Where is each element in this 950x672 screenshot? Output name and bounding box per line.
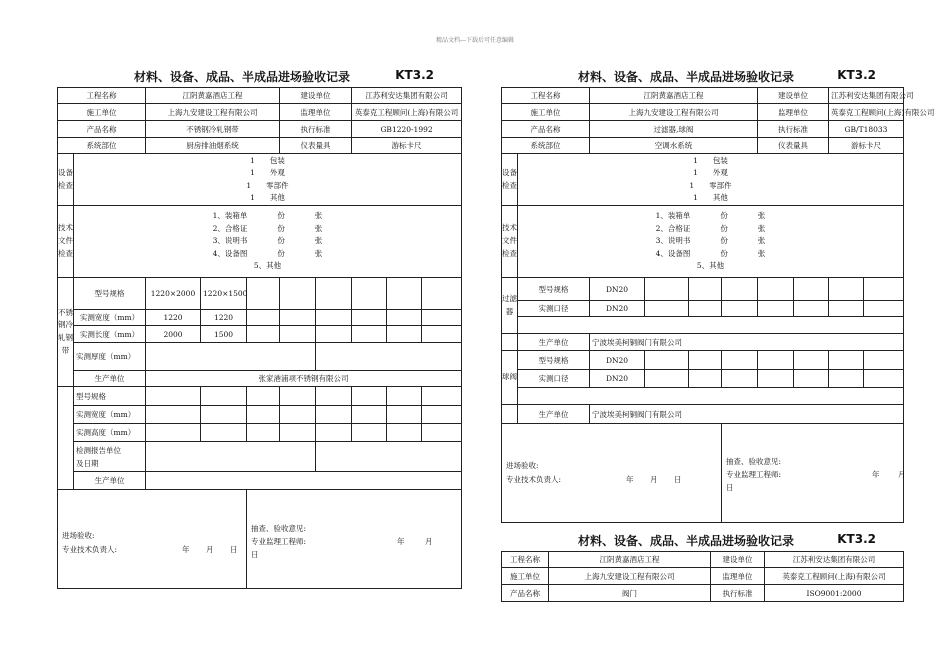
form2-title-bar [578, 68, 876, 86]
label-model-spec: 型号规格 [518, 278, 590, 301]
value-spec-1: 1220×2000 [146, 278, 201, 310]
empty-cell [645, 351, 689, 370]
equip-item: 1 零部件 [246, 180, 289, 190]
empty-cell [316, 406, 352, 424]
doc-item: 1、装箱单 份 张 [212, 211, 323, 221]
date-month: 月 [425, 537, 433, 546]
doc-item: 3、说明书 份 张 [655, 236, 766, 246]
spot-check-label: 抽查、验收意见: [251, 524, 307, 533]
value-valve-manufacturer: 宁波埃美柯铜阀门有限公司 [590, 405, 904, 424]
label-equip-check: 设备检查 [58, 154, 74, 206]
value-contractor: 上海九安建设工程有限公司 [146, 104, 280, 121]
empty-cell [722, 370, 758, 388]
tech-lead-label: 专业技术负责人: [506, 475, 562, 484]
empty-cell [58, 387, 74, 490]
empty-cell [146, 472, 462, 490]
label-project-name: 工程名称 [502, 88, 590, 104]
date-month: 月 [650, 475, 658, 484]
spot-check-label: 抽查、验收意见: [726, 457, 782, 466]
empty-cell [280, 406, 316, 424]
value-spec-2: 1220×1500 [201, 278, 247, 310]
date-year: 年 [397, 537, 405, 546]
label-instrument: 仪表量具 [280, 138, 352, 154]
value-standard: GB/T18033 [829, 121, 904, 138]
empty-cell [247, 387, 280, 406]
empty-cell [280, 424, 316, 442]
empty-cell [316, 343, 462, 371]
empty-cell [316, 424, 352, 442]
label-standard: 执行标准 [280, 121, 352, 138]
value-manufacturer: 张家港浦项不锈钢有限公司 [146, 371, 462, 387]
value-filter-spec: DN20 [590, 278, 645, 301]
empty-cell [422, 278, 462, 310]
value-standard: ISO9001:2000 [765, 585, 904, 602]
value-builder: 江苏利安达集团有限公司 [352, 88, 462, 104]
date-day: 日 [674, 475, 682, 484]
empty-cell [280, 387, 316, 406]
date-day: 日 [230, 545, 238, 554]
empty-cell [864, 278, 904, 301]
value-valve-caliber: DN20 [590, 370, 645, 388]
date-year: 年 [182, 545, 190, 554]
form3-title-bar [578, 532, 876, 550]
empty-cell [146, 343, 316, 371]
empty-cell [247, 326, 280, 343]
label-builder: 建设单位 [280, 88, 352, 104]
equip-item: 1 外观 [693, 168, 728, 177]
label-width: 实测宽度（mm） [74, 310, 146, 326]
empty-cell [247, 406, 280, 424]
empty-cell [387, 278, 422, 310]
label-system-part: 系统部位 [58, 138, 146, 154]
empty-cell [864, 351, 904, 370]
empty-cell [829, 278, 864, 301]
empty-cell [864, 301, 904, 317]
equip-item: 1 其他 [250, 193, 285, 202]
empty-cell [722, 301, 758, 317]
label-supervisor: 监理单位 [758, 104, 829, 121]
empty-cell [422, 326, 462, 343]
doc-item: 3、说明书 份 张 [212, 236, 323, 246]
label-group-filter: 过滤器 [502, 278, 518, 334]
date-day: 日 [726, 483, 734, 492]
value-supervisor: 英泰克工程顾问(上海)有限公司 [829, 104, 904, 121]
label-model-spec: 型号规格 [74, 278, 146, 310]
empty-cell [201, 406, 247, 424]
doc-item: 2、合格证 份 张 [212, 223, 323, 233]
date-day: 日 [251, 550, 259, 559]
tech-doc-list [74, 206, 462, 278]
value-supervisor: 英泰克工程顾问(上海)有限公司 [352, 104, 462, 121]
label-model-spec: 型号规格 [518, 351, 590, 370]
value-product-name: 阀门 [549, 585, 711, 602]
empty-cell [794, 351, 829, 370]
label-contractor: 施工单位 [502, 104, 590, 121]
label-caliber: 实测口径 [518, 301, 590, 317]
empty-cell [829, 301, 864, 317]
empty-cell [422, 310, 462, 326]
value-length-2: 1500 [201, 326, 247, 343]
label-contractor: 施工单位 [502, 568, 549, 585]
value-length-1: 2000 [146, 326, 201, 343]
date-year: 年 [872, 470, 880, 479]
empty-cell [201, 424, 247, 442]
equip-item: 1 包装 [693, 155, 728, 165]
report-line-2: 及日期 [76, 458, 99, 468]
empty-cell [280, 310, 316, 326]
label-tech-doc-check: 技术文件检查 [58, 206, 74, 278]
empty-cell [689, 301, 722, 317]
form2-table [501, 87, 935, 523]
empty-cell [352, 424, 387, 442]
empty-cell [280, 326, 316, 343]
empty-cell [502, 405, 518, 424]
empty-cell [502, 334, 518, 351]
watermark-text: 精品文档---下载后可任意编辑 [435, 37, 515, 44]
empty-cell [722, 278, 758, 301]
value-builder: 江苏利安达集团有限公司 [829, 88, 904, 104]
empty-cell [316, 278, 352, 310]
empty-cell [722, 351, 758, 370]
form1-code: KT3.2 [395, 68, 434, 82]
value-valve-spec: DN20 [590, 351, 645, 370]
empty-cell [387, 310, 422, 326]
value-product-name: 过滤器,球阀 [590, 121, 758, 138]
empty-cell [758, 301, 794, 317]
value-contractor: 上海九安建设工程有限公司 [590, 104, 758, 121]
empty-cell [422, 406, 462, 424]
label-supervisor: 监理单位 [280, 104, 352, 121]
empty-cell [316, 442, 462, 472]
value-instrument: 游标卡尺 [352, 138, 462, 154]
empty-cell [689, 351, 722, 370]
doc-item: 4、设备图 份 张 [655, 248, 766, 258]
label-equip-check: 设备检查 [502, 154, 518, 206]
equip-item: 1 外观 [250, 168, 285, 177]
label-project-name: 工程名称 [58, 88, 146, 104]
label-contractor: 施工单位 [58, 104, 146, 121]
label-model-spec: 型号规格 [74, 387, 146, 406]
label-group-valve: 球阀 [502, 351, 518, 405]
supervising-engineer-label: 专业监理工程师: [251, 537, 307, 546]
form1-table [57, 87, 462, 589]
empty-cell [794, 301, 829, 317]
empty-cell [758, 278, 794, 301]
empty-cell [829, 351, 864, 370]
label-manufacturer: 生产单位 [74, 472, 146, 490]
empty-cell [689, 278, 722, 301]
entry-acceptance-label: 进场验收: [62, 531, 95, 540]
doc-item: 5、其他 [253, 261, 282, 271]
doc-item: 2、合格证 份 张 [655, 223, 766, 233]
label-width: 实测宽度（mm） [74, 406, 146, 424]
empty-cell [201, 387, 247, 406]
date-month: 月 [206, 545, 214, 554]
value-instrument: 游标卡尺 [829, 138, 904, 154]
empty-cell [146, 406, 201, 424]
empty-cell [316, 387, 352, 406]
tech-doc-list [518, 206, 904, 278]
empty-cell [387, 424, 422, 442]
empty-cell [645, 278, 689, 301]
empty-cell [247, 310, 280, 326]
empty-cell [146, 387, 201, 406]
empty-cell [316, 326, 352, 343]
tech-lead-label: 专业技术负责人: [62, 545, 118, 554]
empty-cell [280, 278, 316, 310]
empty-cell [645, 301, 689, 317]
empty-cell [518, 317, 904, 334]
value-project-name: 江阴黄嘉酒店工程 [146, 88, 280, 104]
form1-title-bar [134, 68, 434, 86]
label-length: 实测长度（mm） [74, 326, 146, 343]
value-width-1: 1220 [146, 310, 201, 326]
empty-cell [387, 326, 422, 343]
label-product-name: 产品名称 [502, 585, 549, 602]
label-supervisor: 监理单位 [711, 568, 765, 585]
value-project-name: 江阴黄嘉酒店工程 [549, 552, 711, 568]
empty-cell [758, 370, 794, 388]
equip-check-list [74, 154, 462, 206]
date-year: 年 [626, 475, 634, 484]
empty-cell [794, 370, 829, 388]
value-product-name: 不锈钢冷轧钢带 [146, 121, 280, 138]
empty-cell [387, 387, 422, 406]
label-height: 实测高度（mm） [74, 424, 146, 442]
empty-cell [352, 310, 387, 326]
label-standard: 执行标准 [711, 585, 765, 602]
empty-cell [247, 278, 280, 310]
value-project-name: 江阴黄嘉酒店工程 [590, 88, 758, 104]
equip-item: 1 包装 [250, 155, 285, 165]
empty-cell [829, 370, 864, 388]
label-report-unit-date [74, 442, 146, 472]
doc-item: 5、其他 [696, 261, 725, 271]
empty-cell [146, 424, 201, 442]
empty-cell [645, 370, 689, 388]
equip-check-list [518, 154, 904, 206]
label-thickness: 实测厚度（mm） [74, 343, 146, 371]
label-manufacturer: 生产单位 [74, 371, 146, 387]
value-filter-caliber: DN20 [590, 301, 645, 317]
empty-cell [758, 351, 794, 370]
form3-table [501, 551, 904, 602]
label-caliber: 实测口径 [518, 370, 590, 388]
entry-acceptance-cell [502, 424, 722, 523]
doc-item: 1、装箱单 份 张 [655, 211, 766, 221]
empty-cell [387, 406, 422, 424]
empty-cell [422, 387, 462, 406]
form1-title: 材料、设备、成品、半成品进场验收记录 [134, 70, 351, 84]
label-tech-doc-check: 技术文件检查 [502, 206, 518, 278]
supervising-engineer-label: 专业监理工程师: [726, 470, 782, 479]
empty-cell [146, 442, 316, 472]
value-builder: 江苏利安达集团有限公司 [765, 552, 904, 568]
empty-cell [352, 278, 387, 310]
label-system-part: 系统部位 [502, 138, 590, 154]
date-month: 月 [898, 470, 906, 479]
empty-cell [352, 387, 387, 406]
label-standard: 执行标准 [758, 121, 829, 138]
label-group-strip: 不锈钢冷轧钢带 [58, 278, 74, 387]
entry-acceptance-label: 进场验收: [506, 461, 539, 470]
value-filter-manufacturer: 宁波埃美柯铜阀门有限公司 [590, 334, 904, 351]
empty-cell [689, 370, 722, 388]
spot-check-cell [722, 424, 904, 523]
empty-cell [247, 424, 280, 442]
empty-cell [422, 424, 462, 442]
equip-item: 1 其他 [693, 193, 728, 202]
value-contractor: 上海九安建设工程有限公司 [549, 568, 711, 585]
empty-cell [518, 388, 904, 405]
value-standard: GB1220-1992 [352, 121, 462, 138]
empty-cell [352, 406, 387, 424]
spot-check-cell [247, 490, 462, 589]
label-product-name: 产品名称 [502, 121, 590, 138]
label-builder: 建设单位 [758, 88, 829, 104]
doc-item: 4、设备图 份 张 [212, 248, 323, 258]
label-project-name: 工程名称 [502, 552, 549, 568]
form2-title: 材料、设备、成品、半成品进场验收记录 [578, 70, 795, 84]
label-product-name: 产品名称 [58, 121, 146, 138]
form2-code: KT3.2 [837, 68, 876, 82]
empty-cell [864, 370, 904, 388]
value-system-part: 空调水系统 [590, 138, 758, 154]
empty-cell [316, 310, 352, 326]
label-instrument: 仪表量具 [758, 138, 829, 154]
empty-cell [352, 326, 387, 343]
report-line-1: 检测报告单位 [76, 445, 121, 455]
empty-cell [794, 278, 829, 301]
form3-code: KT3.2 [837, 532, 876, 546]
value-width-2: 1220 [201, 310, 247, 326]
equip-item: 1 零部件 [689, 180, 732, 190]
label-manufacturer: 生产单位 [518, 405, 590, 424]
form3-title: 材料、设备、成品、半成品进场验收记录 [578, 534, 795, 548]
label-builder: 建设单位 [711, 552, 765, 568]
value-supervisor: 英泰克工程顾问(上海)有限公司 [765, 568, 904, 585]
label-manufacturer: 生产单位 [518, 334, 590, 351]
value-system-part: 厨房排油烟系统 [146, 138, 280, 154]
entry-acceptance-cell [58, 490, 247, 589]
